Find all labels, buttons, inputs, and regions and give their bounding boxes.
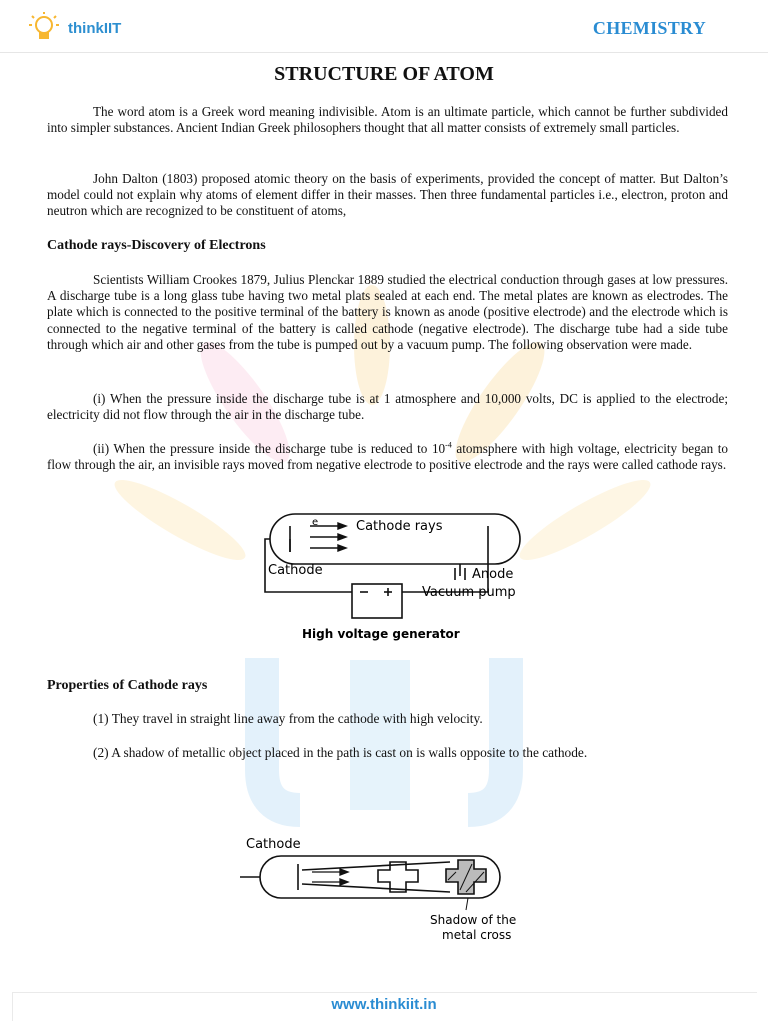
metal-cross xyxy=(378,862,418,892)
generator-label: High voltage generator xyxy=(302,627,460,641)
intro-paragraph: The word atom is a Greek word meaning indivisible. Atom is an ultimate particle, which cannot be further subdivided into simpler substances. Ancient Indian Greek philosophers thought that all matter consists of extremely small particles. xyxy=(47,104,728,136)
property-item: (2) A shadow of metallic object placed in the path is cast on is walls opposite to the cathode. xyxy=(93,745,588,760)
anode-label: Anode xyxy=(472,567,514,582)
electron-symbol: e xyxy=(312,517,319,528)
vacuum-pump-label: Vacuum pump xyxy=(422,585,516,600)
cathode-label: Cathode xyxy=(268,563,323,578)
observation-2-text-b: atomsphere with high voltage, electricity began to flow through the air, an invisible rays moved from negative electrode to positive electrode and the rays were called cathode rays. xyxy=(47,441,728,473)
subject-label: CHEMISTRY xyxy=(592,18,706,38)
crookes-paragraph: Scientists William Crookes 1879, Julius Plenckar 1889 studied the electrical conduction through gases at low pressures. A discharge tube is a long glass tube having two metal plats sealed at each end. The metal plates are known as electrodes. The plate which is connected to the positive terminal of the battery is known as anode (positive electrode) and the electrode which is connected to the negative terminal of the battery is called cathode (negative electrode). The discharge tube had a side tube through which air and other gases from the tube is pumped out by a vacuum pump. The following observation were made. xyxy=(47,272,728,352)
section-heading-properties: Properties of Cathode rays xyxy=(47,678,208,693)
observation-2-text-a: (ii) When the pressure inside the discharge tube is reduced to 10 xyxy=(93,441,446,456)
shadow-label-2: metal cross xyxy=(442,928,512,942)
exponent: -4 xyxy=(445,440,452,450)
observation-1: (i) When the pressure inside the discharge tube is at 1 atmosphere and 10,000 volts, DC is applied to the electrode; electricity did not flow through the air in the discharge tube. xyxy=(47,391,728,423)
shadow-diagram xyxy=(240,832,530,950)
property-item: (1) They travel in straight line away from the cathode with high velocity. xyxy=(93,711,483,726)
discharge-tube-diagram xyxy=(260,508,530,646)
cathode-label: Cathode xyxy=(246,837,301,852)
cathode-rays-label: Cathode rays xyxy=(356,519,443,534)
generator-box xyxy=(352,584,402,618)
cross-shadow xyxy=(446,860,486,894)
brand-name: thinkIIT xyxy=(68,20,122,37)
footer-url[interactable]: www.thinkiit.in xyxy=(331,996,437,1013)
observation-2 xyxy=(47,441,728,473)
page-header xyxy=(0,0,768,53)
section-heading-cathode-rays: Cathode rays-Discovery of Electrons xyxy=(47,238,266,253)
page-title: STRUCTURE OF ATOM xyxy=(274,63,494,85)
shadow-label-1: Shadow of the xyxy=(430,913,517,927)
side-tube xyxy=(455,564,465,580)
dalton-paragraph: John Dalton (1803) proposed atomic theory on the basis of experiments, provided the concept of matter. But Dalton’s model could not explain why atoms of element differ in their masses. Then three fundamental particles i.e., electron, proton and neutron which are recognized to be constituent of atoms, xyxy=(47,171,728,219)
